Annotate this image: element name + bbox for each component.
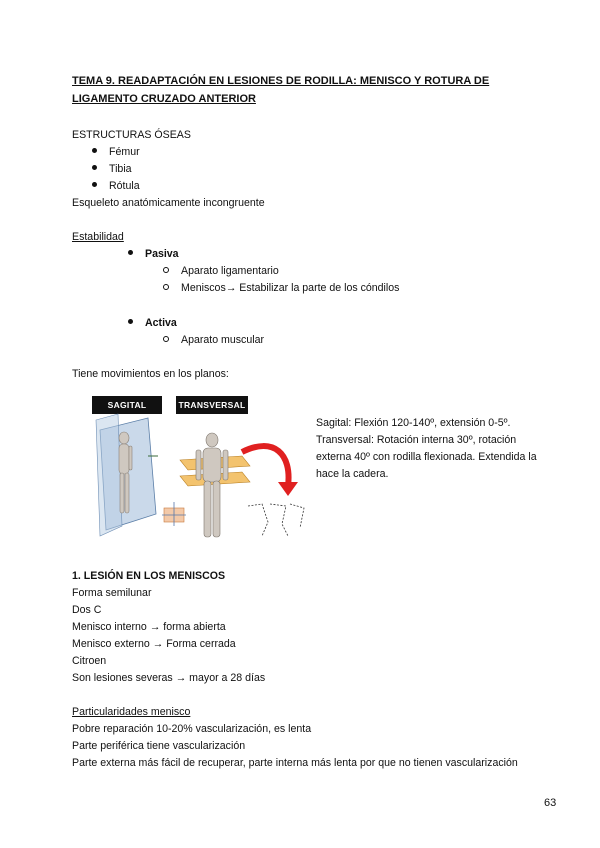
joint-axis-icon: [162, 502, 186, 526]
bullet-icon: [128, 250, 133, 255]
circle-bullet-icon: [163, 336, 169, 342]
stability-heading: Estabilidad: [72, 231, 124, 243]
planes-text-line: hace la cadera.: [316, 468, 389, 480]
active-item: Aparato muscular: [181, 334, 265, 346]
bullet-icon: [92, 165, 97, 170]
section1-heading: 1. LESIÓN EN LOS MENISCOS: [72, 570, 226, 582]
bones-heading: ESTRUCTURAS ÓSEAS: [72, 129, 191, 141]
section1-line: Forma semilunar: [72, 587, 152, 599]
bone-item: Rótula: [109, 180, 140, 192]
particularities-heading: Particularidades menisco: [72, 706, 191, 718]
bullet-icon: [92, 148, 97, 153]
planes-text-line: Transversal: Rotación interna 30º, rotación: [316, 434, 517, 446]
section1-line: Son lesiones severas → mayor a 28 días: [72, 672, 266, 684]
section1-line: Menisco interno → forma abierta: [72, 621, 226, 633]
planes-text-line: Sagital: Flexión 120-140º, extensión 0-5º.: [316, 417, 511, 429]
page-number: 63: [544, 797, 557, 809]
circle-bullet-icon: [163, 267, 169, 273]
coronal-plane: [96, 414, 122, 536]
bone-item: Tibia: [109, 163, 132, 175]
particularities-line: Pobre reparación 10-20% vascularización, es lenta: [72, 723, 312, 735]
section1-line: Menisco externo → Forma cerrada: [72, 638, 236, 650]
particularities-line: Parte periférica tiene vascularización: [72, 740, 246, 752]
anatomical-planes-figure: [92, 396, 310, 546]
bullet-icon: [92, 182, 97, 187]
planes-illustration: [92, 396, 310, 546]
circle-bullet-icon: [163, 284, 169, 290]
stability-active-label: Activa: [145, 317, 177, 329]
planes-intro: Tiene movimientos en los planos:: [72, 368, 229, 380]
particularities-line: Parte externa más fácil de recuperar, parte interna más lenta por que no tienen vascularización: [72, 757, 518, 769]
leg-sketch: [248, 504, 304, 536]
planes-text-line: externa 40º con rodilla flexionada. Extendida la: [316, 451, 537, 463]
section1-line: Dos C: [72, 604, 102, 616]
bullet-icon: [128, 319, 133, 324]
passive-item: Meniscos→ Estabilizar la parte de los cóndilos: [181, 282, 400, 294]
sagital-tag: SAGITAL: [92, 396, 162, 414]
bones-note: Esqueleto anatómicamente incongruente: [72, 197, 265, 209]
transversal-tag: TRANSVERSAL: [176, 396, 248, 414]
section1-line: Citroen: [72, 655, 107, 667]
passive-item: Aparato ligamentario: [181, 265, 279, 277]
bone-item: Fémur: [109, 146, 140, 158]
stability-passive-label: Pasiva: [145, 248, 179, 260]
page-title: TEMA 9. READAPTACIÓN EN LESIONES DE RODILLA: MENISCO Y ROTURA DE LIGAMENTO CRUZADO ANTERIOR: [72, 75, 490, 105]
